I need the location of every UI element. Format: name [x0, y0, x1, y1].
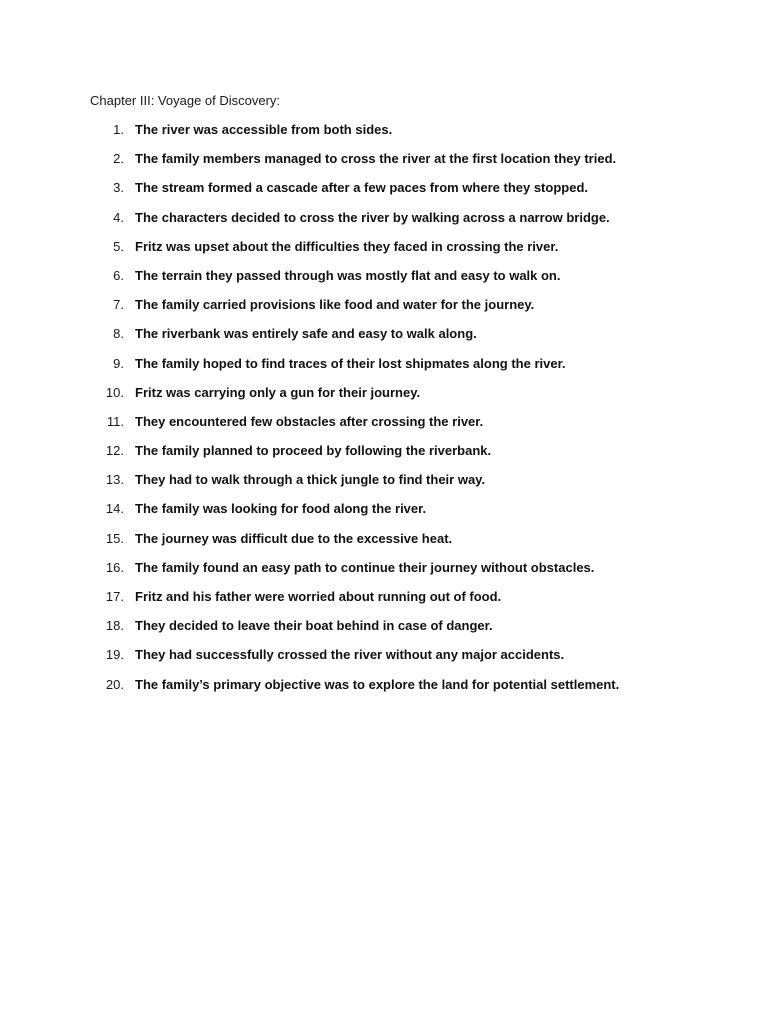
statement-text: The family’s primary objective was to explore the land for potential settlement.: [135, 676, 620, 692]
statement-number: 7.: [113, 297, 124, 313]
statement-item: [0, 441, 768, 470]
statement-item: [0, 499, 768, 528]
statement-item: [0, 675, 768, 704]
statement-number: 8.: [113, 326, 124, 342]
statement-item: [0, 412, 768, 441]
statement-item: [0, 149, 768, 178]
statement-text: The family hoped to find traces of their lost shipmates along the river.: [135, 355, 566, 371]
statement-text: The family planned to proceed by following the riverbank.: [135, 443, 492, 459]
chapter-heading: Chapter III: Voyage of Discovery:: [90, 93, 281, 108]
statement-item: [0, 470, 768, 499]
statement-item: [0, 237, 768, 266]
statement-number: 5.: [113, 238, 124, 254]
statement-number: 6.: [113, 267, 124, 283]
statement-number: 10.: [105, 384, 124, 400]
statement-item: [0, 616, 768, 645]
statement-text: The characters decided to cross the river by walking across a narrow bridge.: [135, 209, 610, 225]
statement-item: [0, 587, 768, 616]
statement-number: 2.: [113, 151, 124, 167]
statement-number: 19.: [105, 647, 124, 663]
statement-number: 13.: [105, 472, 124, 488]
statement-number: 17.: [105, 589, 124, 604]
statement-text: Fritz was carrying only a gun for their journey.: [135, 384, 421, 400]
statement-text: The river was accessible from both sides.: [135, 122, 393, 137]
statement-text: They decided to leave their boat behind in case of danger.: [135, 618, 493, 634]
statement-number: 20.: [105, 676, 124, 692]
statement-number: 15.: [105, 530, 124, 546]
statement-number: 18.: [105, 618, 124, 634]
statement-text: Fritz was upset about the difficulties they faced in crossing the river.: [135, 238, 559, 254]
statement-item: [0, 324, 768, 353]
statement-number: 16.: [105, 559, 124, 575]
statement-text: The terrain they passed through was mostly flat and easy to walk on.: [135, 267, 561, 283]
statement-text: They encountered few obstacles after crossing the river.: [135, 413, 484, 429]
statement-text: The family was looking for food along the river.: [135, 501, 427, 517]
statement-item: [0, 120, 768, 149]
statement-text: The family members managed to cross the river at the first location they tried.: [135, 151, 617, 167]
statement-item: [0, 295, 768, 324]
statement-item: [0, 208, 768, 237]
statement-text: The journey was difficult due to the excessive heat.: [135, 530, 453, 546]
statement-list: [0, 120, 768, 704]
statement-text: The family carried provisions like food and water for the journey.: [135, 297, 535, 313]
statement-number: 14.: [105, 501, 124, 517]
statement-text: The stream formed a cascade after a few paces from where they stopped.: [135, 180, 588, 196]
statement-number: 4.: [113, 209, 124, 225]
statement-number: 12.: [105, 443, 124, 459]
statement-text: The riverbank was entirely safe and easy to walk along.: [135, 326, 477, 342]
statement-item: [0, 383, 768, 412]
statement-item: [0, 645, 768, 674]
statement-text: They had successfully crossed the river without any major accidents.: [135, 647, 565, 663]
statement-text: Fritz and his father were worried about running out of food.: [135, 589, 502, 604]
statement-number: 11.: [106, 413, 124, 429]
statement-item: [0, 178, 768, 207]
statement-item: [0, 266, 768, 295]
statement-text: The family found an easy path to continue their journey without obstacles.: [135, 559, 595, 575]
statement-number: 9.: [113, 355, 124, 371]
statement-item: [0, 558, 768, 587]
statement-number: 1.: [113, 122, 124, 137]
statement-number: 3.: [113, 180, 124, 196]
statement-item: [0, 529, 768, 558]
statement-item: [0, 354, 768, 383]
statement-text: They had to walk through a thick jungle to find their way.: [135, 472, 486, 488]
